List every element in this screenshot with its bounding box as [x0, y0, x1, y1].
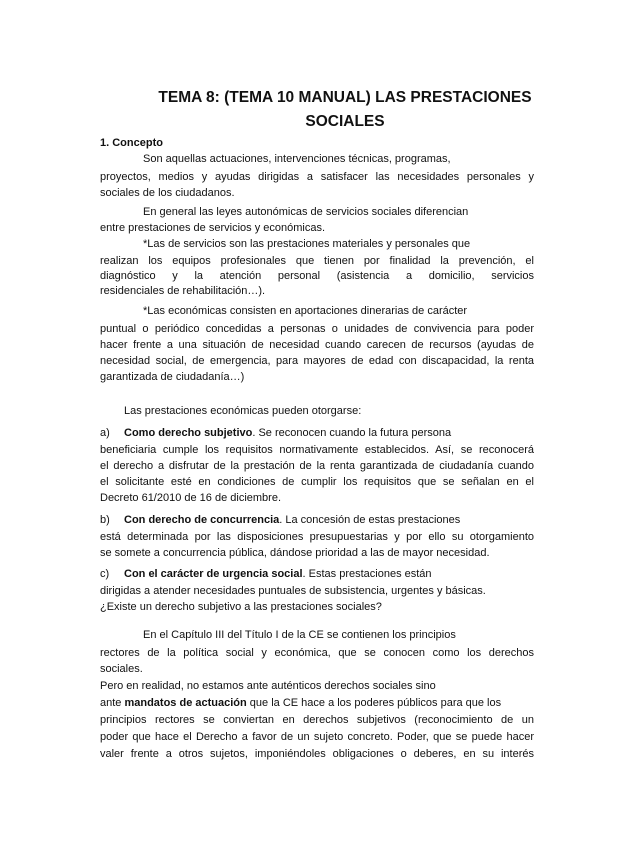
paragraph-1-line-1: Son aquellas actuaciones, intervenciones técnicas, programas,	[143, 153, 451, 165]
paragraph-6-line-3: sociales.	[100, 663, 143, 675]
paragraph-6-line-7: poder que hace el Derecho a favor de un sujeto concreto. Poder, que se puede hacer	[100, 731, 534, 743]
item-b-line-2: está determinada por las disposiciones presupuestarias y por ello su otorgamiento	[100, 531, 534, 543]
document-title-line-2: SOCIALES	[305, 113, 385, 130]
paragraph-6-line-2: rectores de la política social y económica, que se conocen como los derechos	[100, 647, 534, 659]
paragraph-4-line-3: hacer frente a una situación de necesidad cuando carecen de recursos (ayudas de	[100, 339, 534, 351]
paragraph-6-line-6: principios rectores se conviertan en derechos subjetivos (reconocimiento de un	[100, 714, 534, 726]
paragraph-6-line-8: valer frente a otros sujetos, imponiéndoles obligaciones o deberes, en su interés	[100, 748, 534, 760]
item-a-line-1	[100, 426, 534, 440]
item-c-line-1-rest: . Estas prestaciones están	[302, 568, 432, 580]
item-b-line-1-rest: . La concesión de estas prestaciones	[279, 514, 461, 526]
section-heading: 1. Concepto	[100, 137, 163, 149]
item-a-line-2: beneficiaria cumple los requisitos normativamente establecidos. Así, se reconocerá	[100, 444, 534, 456]
item-b-heading: Con derecho de concurrencia	[124, 514, 280, 526]
item-a-line-3: el derecho a disfrutar de la prestación de la renta garantizada de ciudadanía cuando	[100, 460, 534, 472]
document-title-line-1: TEMA 8: (TEMA 10 MANUAL) LAS PRESTACIONES	[158, 89, 532, 106]
paragraph-6-line-4: Pero en realidad, no estamos ante auténticos derechos sociales sino	[100, 680, 436, 692]
paragraph-3-line-3: diagnóstico y la atención personal (asistencia a domicilio, servicios	[100, 270, 534, 282]
paragraph-6-line-5	[100, 696, 534, 710]
item-c-line-1	[100, 567, 534, 581]
item-c-line-2: dirigidas a atender necesidades puntuales de subsistencia, urgentes y básicas.	[100, 585, 486, 597]
item-a-label: a)	[100, 427, 110, 439]
item-a-line-5: Decreto 61/2010 de 16 de diciembre.	[100, 492, 282, 504]
paragraph-4-line-5: garantizada de ciudadanía…)	[100, 371, 245, 383]
item-a-line-4: el solicitante esté en condiciones de cumplir los requisitos que se señalan en el	[100, 476, 534, 488]
item-a-line-1-rest: . Se reconocen cuando la futura persona	[252, 427, 452, 439]
paragraph-2-line-2: entre prestaciones de servicios y económicas.	[100, 222, 325, 234]
paragraph-4-line-1: *Las económicas consisten en aportaciones dinerarias de carácter	[143, 305, 468, 317]
item-b-line-1	[100, 513, 534, 527]
mandatos-de-actuacion-emphasis: mandatos de actuación	[124, 697, 247, 709]
paragraph-3-line-2: realizan los equipos profesionales que tienen por finalidad la prevención, el	[100, 255, 534, 267]
paragraph-4-line-2: puntual o periódico concedidas a personas o unidades de convivencia para poder	[100, 323, 534, 335]
item-c-heading: Con el carácter de urgencia social	[124, 568, 303, 580]
paragraph-4-line-4: necesidad social, de emergencia, para mayores de edad con discapacidad, la renta	[100, 355, 534, 367]
paragraph-3-line-1: *Las de servicios son las prestaciones materiales y personales que	[143, 238, 471, 250]
item-b-label: b)	[100, 514, 110, 526]
paragraph-6-line-1: En el Capítulo III del Título I de la CE se contienen los principios	[143, 629, 456, 641]
item-c-label: c)	[100, 568, 110, 580]
paragraph-6-line-5-pre: ante	[100, 697, 125, 709]
paragraph-3-line-4: residenciales de rehabilitación…).	[100, 285, 266, 297]
paragraph-5: Las prestaciones económicas pueden otorgarse:	[124, 405, 362, 417]
paragraph-1-line-2: proyectos, medios y ayudas dirigidas a satisfacer las necesidades personales y	[100, 171, 534, 183]
item-c-line-3: ¿Existe un derecho subjetivo a las prestaciones sociales?	[100, 601, 382, 613]
paragraph-1-line-3: sociales de los ciudadanos.	[100, 187, 235, 199]
paragraph-2-line-1: En general las leyes autonómicas de servicios sociales diferencian	[143, 206, 469, 218]
item-a-heading: Como derecho subjetivo	[124, 427, 253, 439]
paragraph-6-line-5-rest: que la CE hace a los poderes públicos para que los	[246, 697, 502, 709]
item-b-line-3: se somete a concurrencia pública, dándose prioridad a las de mayor necesidad.	[100, 547, 490, 559]
